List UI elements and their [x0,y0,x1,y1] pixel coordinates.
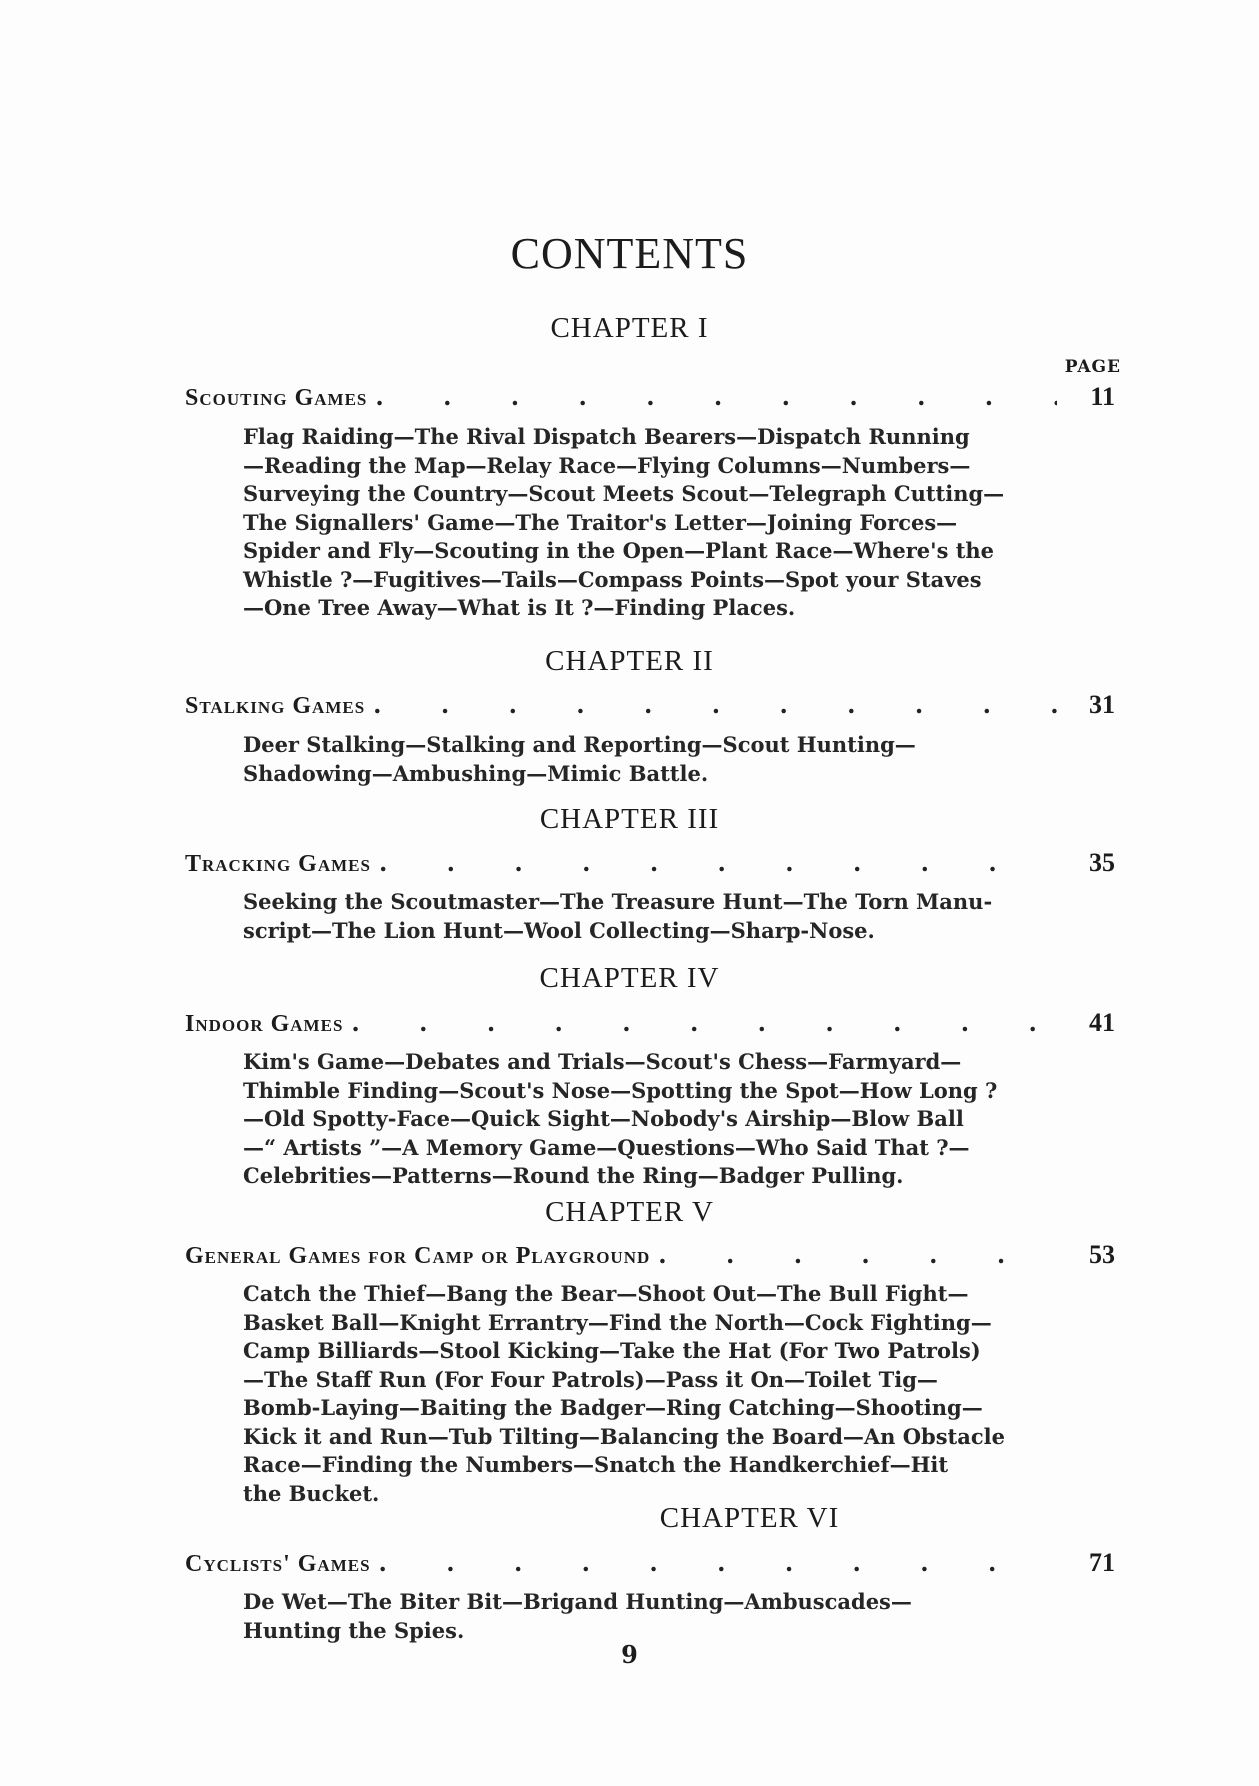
toc-entry[interactable] [185,690,1115,720]
summary-line: Race—Finding the Numbers—Snatch the Handkerchief—Hit [243,1452,949,1477]
chapter-heading: CHAPTER II [545,645,714,677]
summary-line: Deer Stalking—Stalking and Reporting—Scout Hunting— [243,732,916,757]
entry-title: Tracking Games [185,851,371,877]
summary-line: —Reading the Map—Relay Race—Flying Columns—Numbers— [243,452,971,478]
chapter-heading: CHAPTER VI [659,1502,840,1534]
summary-line: Kim's Game—Debates and Trials—Scout's Chess—Farmyard— [243,1049,962,1074]
entry-page-number: 41 [1089,1008,1115,1037]
chapter-heading: CHAPTER IV [539,962,720,994]
summary-line: the Bucket. [243,1480,380,1506]
summary-line: Shadowing—Ambushing—Mimic Battle. [243,760,709,786]
summary-line: Whistle ?—Fugitives—Tails—Compass Points—Spot your Staves [243,566,982,592]
summary-line: —Old Spotty-Face—Quick Sight—Nobody's Airship—Blow Ball [243,1106,964,1131]
page-column-label: PAGE [1064,357,1121,377]
dot-leaders [379,848,1057,877]
summary-line: Flag Raiding—The Rival Dispatch Bearers—Dispatch Running [243,424,970,449]
summary-line: Kick it and Run—Tub Tilting—Balancing the Board—An Obstacle [243,1423,1005,1449]
chapter-heading: CHAPTER I [550,312,709,344]
entry-page-number: 53 [1089,1240,1115,1269]
chapter-heading: CHAPTER V [545,1196,714,1228]
summary-line: De Wet—The Biter Bit—Brigand Hunting—Ambuscades— [243,1589,912,1614]
summary-line: Surveying the Country—Scout Meets Scout—Telegraph Cutting— [243,481,1005,506]
summary-line: —The Staff Run (For Four Patrols)—Pass it On—Toilet Tig— [243,1366,938,1392]
summary-line: Seeking the Scoutmaster—The Treasure Hunt—The Torn Manu- [243,889,993,914]
chapter-heading: CHAPTER III [539,803,720,835]
entry-page-number: 35 [1089,848,1115,877]
entry-title: General Games for Camp or Playground [185,1243,651,1269]
entry-summary [243,423,1036,623]
entry-title: Indoor Games [185,1011,344,1037]
entry-title: Stalking Games [185,693,366,719]
dot-leaders [375,382,1057,411]
dot-leaders [373,690,1057,719]
entry-summary [243,731,1036,788]
summary-line: Basket Ball—Knight Errantry—Find the North—Cock Fighting— [243,1309,992,1335]
entry-summary [243,1280,1036,1508]
page-title: CONTENTS [510,229,749,278]
entry-page-number: 31 [1089,690,1115,719]
page-number: 9 [621,1640,638,1669]
entry-page-number: 71 [1089,1548,1115,1577]
toc-entry[interactable] [185,1008,1115,1038]
entry-summary [243,888,1036,945]
dot-leaders [351,1008,1057,1037]
summary-line: Spider and Fly—Scouting in the Open—Plant Race—Where's the [243,538,995,563]
summary-line: Hunting the Spies. [243,1617,465,1643]
summary-line: Catch the Thief—Bang the Bear—Shoot Out—The Bull Fight— [243,1281,969,1306]
entry-title: Scouting Games [185,385,368,411]
entry-page-number: 11 [1090,382,1115,411]
toc-entry[interactable] [185,1240,1115,1270]
entry-summary [243,1588,1036,1645]
toc-entry[interactable] [185,382,1115,412]
summary-line: —“ Artists ”—A Memory Game—Questions—Who Said That ?— [243,1134,970,1160]
summary-line: Camp Billiards—Stool Kicking—Take the Hat (For Two Patrols) [243,1338,981,1363]
toc-entry[interactable] [185,1548,1115,1578]
summary-line: Celebrities—Patterns—Round the Ring—Badger Pulling. [243,1163,904,1188]
entry-title: Cyclists' Games [185,1551,371,1577]
dot-leaders [379,1548,1057,1577]
summary-line: The Signallers' Game—The Traitor's Letter—Joining Forces— [243,509,958,535]
dot-leaders [658,1240,1057,1269]
entry-summary [243,1048,1036,1191]
summary-line: Thimble Finding—Scout's Nose—Spotting the Spot—How Long ? [243,1077,998,1103]
summary-line: —One Tree Away—What is It ?—Finding Places. [243,595,796,620]
summary-line: script—The Lion Hunt—Wool Collecting—Sharp-Nose. [243,917,875,943]
summary-line: Bomb-Laying—Baiting the Badger—Ring Catching—Shooting— [243,1395,983,1420]
toc-entry[interactable] [185,848,1115,878]
